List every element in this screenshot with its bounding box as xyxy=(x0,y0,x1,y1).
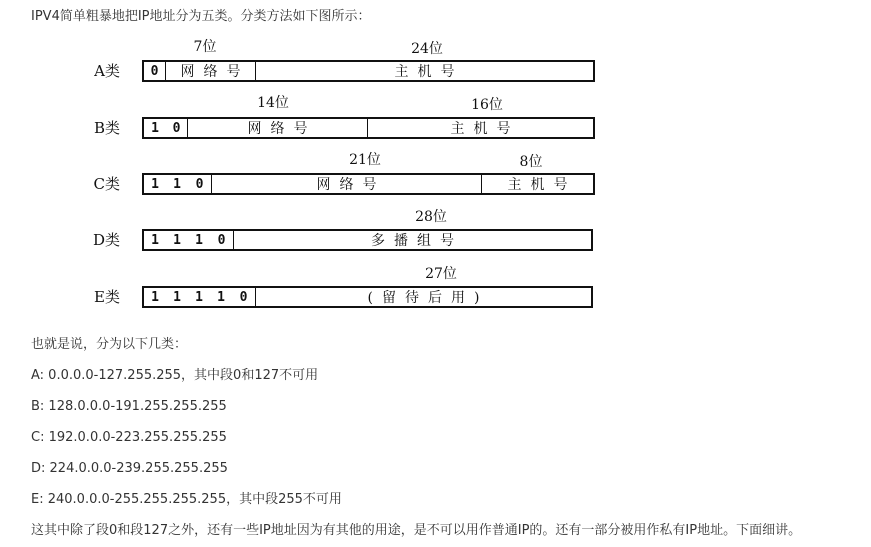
class-e-reserved-bits: 27位 xyxy=(425,266,457,282)
class-e-bit-2: 1 xyxy=(195,289,203,305)
class-a-network-field: 网络号 xyxy=(166,62,256,80)
class-b-label: B类 xyxy=(93,119,120,137)
range-class-d: D: 224.0.0.0-239.255.255.255 xyxy=(31,461,228,476)
class-d-bit-0: 1 xyxy=(151,232,159,248)
class-d-bit-3: 0 xyxy=(210,231,234,249)
class-b-network-field: 网络号 xyxy=(188,119,368,137)
class-b-bit-0: 1 xyxy=(151,120,159,136)
class-c-label: C类 xyxy=(93,175,120,193)
class-e-reserved-field: (留待后用) xyxy=(367,290,489,306)
range-class-c: C: 192.0.0.0-223.255.255.255 xyxy=(31,430,227,445)
class-d-row xyxy=(142,229,593,251)
class-e-bit-0: 1 xyxy=(151,289,159,305)
class-e-row xyxy=(142,286,593,308)
class-a-host-field: 主机号 xyxy=(394,64,464,80)
range-class-e: E: 240.0.0.0-255.255.255.255，其中段255不可用 xyxy=(31,492,342,507)
class-b-host-bits: 16位 xyxy=(471,97,503,113)
class-b-host-field: 主机号 xyxy=(450,121,520,137)
range-class-b: B: 128.0.0.0-191.255.255.255 xyxy=(31,399,227,414)
class-e-bit-3: 1 xyxy=(217,289,225,305)
class-b-network-bits: 14位 xyxy=(257,95,289,111)
footer-text: 这其中除了段0和段127之外，还有一些IP地址因为有其他的用途，是不可以用作普通IP的。还有一部分被用作私有IP地址。下面细讲。 xyxy=(31,523,802,538)
class-a-bit-0: 0 xyxy=(144,62,166,80)
class-a-row xyxy=(142,60,595,82)
summary-heading: 也就是说，分为以下几类： xyxy=(31,337,188,352)
class-d-label: D类 xyxy=(92,231,120,249)
class-e-label: E类 xyxy=(94,288,120,306)
class-d-bit-2: 1 xyxy=(195,232,203,248)
class-c-network-field: 网络号 xyxy=(212,175,482,193)
class-b-row xyxy=(142,117,595,139)
class-b-bit-1: 0 xyxy=(166,119,188,137)
class-c-host-bits: 8位 xyxy=(519,154,543,170)
range-class-a: A: 0.0.0.0-127.255.255，其中段0和127不可用 xyxy=(31,368,319,383)
class-a-label: A类 xyxy=(94,62,120,80)
class-a-host-bits: 24位 xyxy=(411,41,443,57)
class-c-bit-1: 1 xyxy=(173,176,181,192)
class-c-host-field: 主机号 xyxy=(507,177,577,193)
class-c-row xyxy=(142,173,595,195)
class-c-network-bits: 21位 xyxy=(349,152,381,168)
class-d-multicast-field: 多播组号 xyxy=(371,233,463,249)
class-c-bit-2: 0 xyxy=(188,175,212,193)
class-c-bit-0: 1 xyxy=(151,176,159,192)
class-a-network-bits: 7位 xyxy=(193,39,217,55)
intro-text: IPV4简单粗暴地把IP地址分为五类。分类方法如下图所示： xyxy=(31,9,371,24)
class-d-group-bits: 28位 xyxy=(415,209,447,225)
class-e-bit-4: 0 xyxy=(232,288,256,306)
class-e-bit-1: 1 xyxy=(173,289,181,305)
class-d-bit-1: 1 xyxy=(173,232,181,248)
